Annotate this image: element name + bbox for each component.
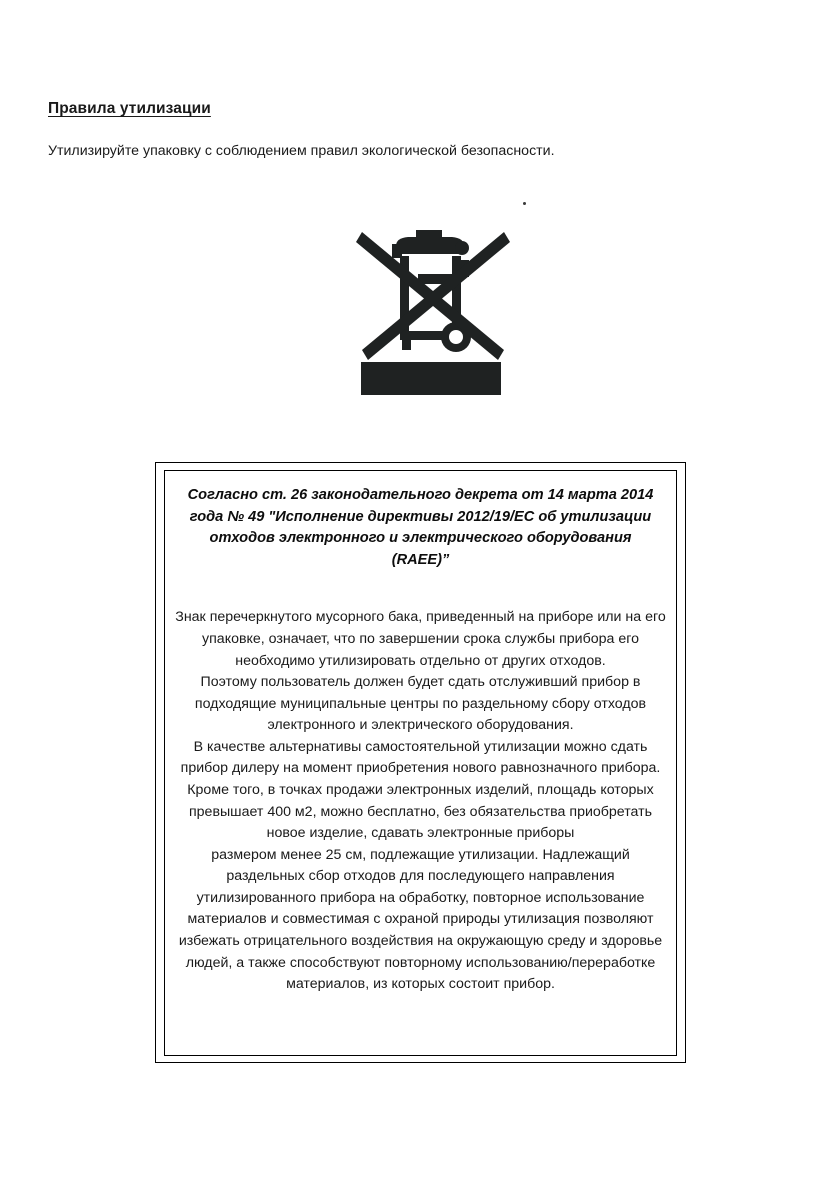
- stray-dot-artifact: [523, 202, 526, 205]
- crossed-out-wheeled-bin-icon: [352, 210, 512, 362]
- legal-notice-box: [155, 462, 686, 1063]
- legal-notice-paragraph: В качестве альтернативы самостоятельной утилизации можно сдать прибор дилеру на момент приобретения нового равнозначного прибора.: [180, 738, 661, 777]
- legal-notice-paragraph: Поэтому пользователь должен будет сдать отслуживший прибор в подходящие муниципальные центры по раздельному сбору отходов электронного и электрического оборудования.: [194, 674, 647, 734]
- legal-notice-inner-border: [164, 470, 677, 1056]
- legal-notice-paragraph: Кроме того, в точках продажи электронных изделий, площадь которых превышает 400 м2, можно бесплатно, без обязательства приобретать новое изделие, сдавать электронные приборы: [187, 782, 654, 842]
- page-title: Правила утилизации: [48, 100, 211, 117]
- intro-paragraph: Утилизируйте упаковку с соблюдением правил экологической безопасности.: [48, 143, 555, 159]
- legal-notice-paragraph: размером менее 25 см, подлежащие утилизации. Надлежащий раздельных сбор отходов для последующего направления утилизированного прибора на обработку, повторное использование материалов и совместимая с охраной природы утилизация позволяют избежать отрицательного воздействия на окружающую среду и здоровье людей, а также способствуют повторному использованию/переработке материалов, из которых состоит прибор.: [178, 846, 663, 993]
- legal-notice-title: Согласно ст. 26 законодательного декрета от 14 марта 2014 года № 49 "Исполнение директивы 2012/19/ЕС об утилизации отходов электронного и электрического оборудования (RAEE)”: [187, 487, 654, 568]
- legal-notice-paragraph: Знак перечеркнутого мусорного бака, приведенный на приборе или на его упаковке, означает, что по завершении срока службы прибора его необходимо утилизировать отдельно от других отходов.: [175, 609, 666, 669]
- weee-black-bar: [361, 362, 501, 395]
- weee-symbol: [352, 210, 512, 400]
- legal-notice-body: [165, 607, 676, 995]
